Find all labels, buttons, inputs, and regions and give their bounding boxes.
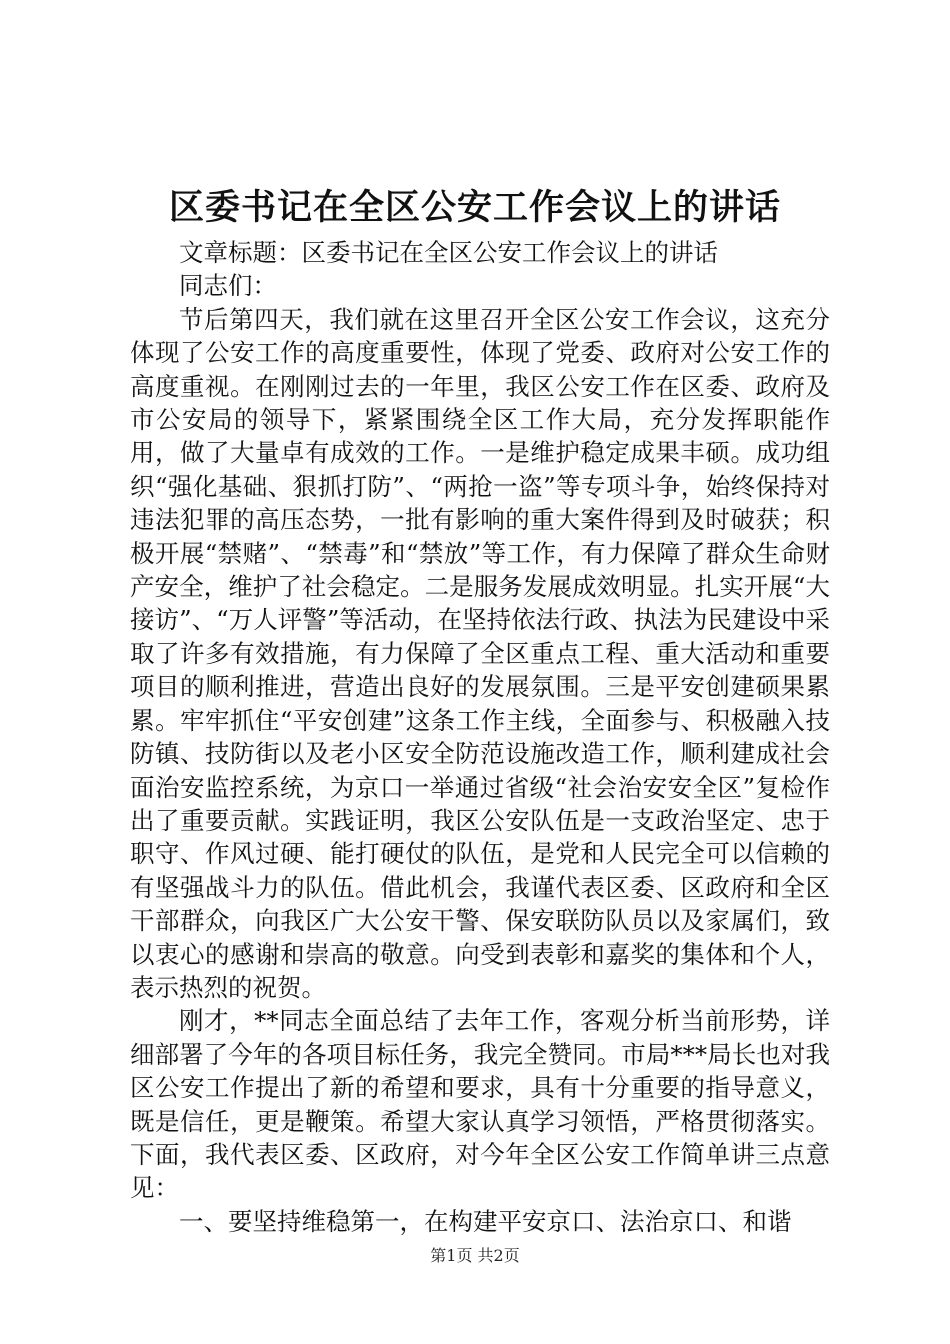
page-number-footer: 第1页 共2页 bbox=[430, 1246, 520, 1265]
body-paragraph: 节后第四天，我们就在这里召开全区公安工作会议，这充分体现了公安工作的高度重要性，体现了党委、政府对公安工作的高度重视。在刚刚过去的一年里，我区公安工作在区委、政府及市公安局的领导下，紧紧围绕全区工作大局，充分发挥职能作用，做了大量卓有成效的工作。一是维护稳定成果丰硕。成功组织“强化基础、狠抓打防”、“两抢一盗”等专项斗争，始终保持对违法犯罪的高压态势，一批有影响的重大案件得到及时破获；积极开展“禁赌”、“禁毒”和“禁放”等工作，有力保障了群众生命财产安全，维护了社会稳定。二是服务发展成效明显。扎实开展“大接访”、“万人评警”等活动，在坚持依法行政、执法为民建设中采取了许多有效措施，有力保障了全区重点工程、重大活动和重要项目的顺利推进，营造出良好的发展氛围。三是平安创建硕果累累。牢牢抓住“平安创建”这条工作主线，全面参与、积极融入技防镇、技防街以及老小区安全防范设施改造工作，顺利建成社会面治安监控系统，为京口一举通过省级“社会治安安全区”复检作出了重要贡献。实践证明，我区公安队伍是一支政治坚定、忠于职守、作风过硬、能打硬仗的队伍，是党和人民完全可以信赖的有坚强战斗力的队伍。借此机会，我谨代表区委、区政府和全区干部群众，向我区广大公安干警、保安联防队员以及家属们，致以衷心的感谢和崇高的敬意。向受到表彰和嘉奖的集体和个人，表示热烈的祝贺。 bbox=[130, 304, 830, 1002]
document-body bbox=[130, 236, 830, 1238]
document-title: 区委书记在全区公安工作会议上的讲话 bbox=[168, 187, 781, 228]
body-paragraph: 刚才，**同志全面总结了去年工作，客观分析当前形势，详细部署了今年的各项目标任务，我完全赞同。市局***局长也对我区公安工作提出了新的希望和要求，具有十分重要的指导意义，既是信任，更是鞭策。希望大家认真学习领悟，严格贯彻落实。下面，我代表区委、区政府，对今年全区公安工作简单讲三点意见： bbox=[130, 1006, 830, 1203]
article-title-line: 文章标题：区委书记在全区公安工作会议上的讲话 bbox=[179, 238, 718, 267]
section-heading: 一、要坚持维稳第一，在构建平安京口、法治京口、和谐 bbox=[179, 1206, 792, 1236]
salutation: 同志们： bbox=[179, 271, 277, 301]
